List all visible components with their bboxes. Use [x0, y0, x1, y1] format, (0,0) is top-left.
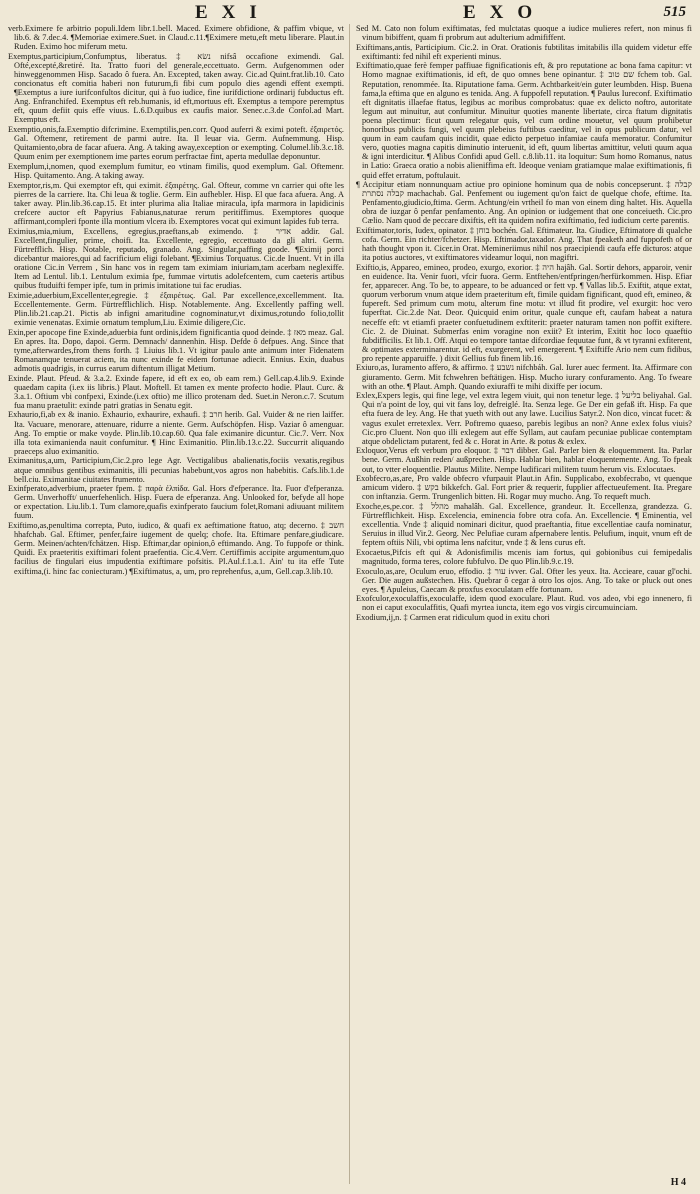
page-number: 515: [663, 4, 686, 20]
dictionary-entry: Eximie,aduerbium,Excellenter,egregie. ‡ ἐξαιρέτως. Gal. Par excellence,excellemment. Ita. Eccellentemente. Germ. Fürtrefflichlich. Hisp. Notablemente. Ang. Excellently paffing well. Plin.lib.21.cap.21. Pictis ab infigni amaritudine cognominatur,vt diximus,rotundo folio,tollit eximie venenatas. Eximie ornatum templum,Liu. Eximie diligere,Cic.: [8, 290, 344, 327]
dictionary-entry: Exinde. Plaut. Pfeud. & 3.a.2. Exinde fapere, id eft ex eo, ob eam rem.) Gell.cap.4.lib.9. Exinde quaedam capita (i.ex iis libris.) Plaut. Moftell. Et tamen ex mente profecto hodie. Plaut. Curc. & 3.a.1. Oftium vbi confpexi, Exinde.(i.ex oftio) me illico protenam ded. Suet.in Neron.c.7. Scutum fua manu praetulit: exinde patri gratias in Senatu egit.: [8, 373, 344, 410]
dictionary-entry: Exemptio,onis,fa.Exemptio difcrimine. Exemptilis,pen.corr. Quod auferri & eximi poteft. ἐξαιρετός. Gal. Oftemenr, retirement de parmi autre. Ita. Il leuar via. Germ. Aufnemmung. Hisp. Quitamiento,obra de facar afuera. Ang. A taking away,exception or exempting. Columel.lib.3.c.18. Quum enim per exemptionem ime partes eorum perfractae fint, aperta medullae deponuntur.: [8, 125, 344, 162]
dictionary-entry: Exlex,Expers legis, qui fine lege, vel extra legem viuit, qui non tenetur lege. ‡ בליעל beliyahal. Gal. Qui n'a point de loy, qui vit fans loy, defreiglé. Ita. Senza lege. Ge Der ein gefaß ift. Hisp. Fa que efta fuera de ley. Ang. He that yueth with out any lawe. Lucilius Satyr.2. Non dico, vincat fucet: & vagus exulet erretexlex. Verr. Poftremo quaeso, parebis legibus an non? Anne exlex folus viuis? Cic.pro Cluent. Non quo illi exlegem aut effe Syllam, aut caufam pecuniae publicae contemptam atque obdelictam putarent, fed & c. Horat in Arte. & potus & exlex.: [356, 391, 692, 446]
dictionary-entry: Exiuro,as, Iuramento affero, & affirmo. ‡ נשבע nifchbáh. Gal. Iurer auec ferment. Ita. Affirmare con giuramento. Germ. Mit fchwehren beftätigen. Hisp. Mucho iurary confuramento. Ang. To fweare with an othe. ¶ Plaut. Amph. Quando exiuraffi te mihi dixiffe per iocum.: [356, 363, 692, 391]
dictionary-entry: Exobfecro,as,are, Pro valde obfecro vfurpauit Plaut.in Afin. Supplicabo, exobfecrabo, vt quenque amicum videro. ‡ בקש bikkefch. Gal. Fort prier & requerir, fupplier affectueufement. Ita. Pregare con inftanzia. Germ. Trungenlich bitten. Hi. Rogar muy mucho. Ang. To requeft much.: [356, 474, 692, 502]
dictionary-entry: Exoculo,as,are, Oculum eruo, effodio. ‡ עור ivver. Gal. Ofter les yeux. Ita. Accieare, cauar gl'ochi. Ger. Die augen außstechen. His. Quebrar ô cegar à otro los ojos. Ang. To take or pluck out ones eyes. ¶ Apuleius, Caecam & proxfus exoculatam effe fortunam.: [356, 566, 692, 594]
dictionary-entry: Exemptor,ris,m. Qui exemptor eft, qui eximit. ἐξαιρέτης. Gal. Ofteur, comme vn carrier qui ofte les pierres de la carriere. Ita. Chi leua & toglie. Germ. Ein aufhebler. Hisp. El que faca afuera. Ang. A taker away. Plin.lib.36.cap.15. Et inter plurima alia Italiae miracula, ipfa marmora in lapidicinis crefcere auctor eft Papyrius Fabianus,naturae rerum peritiffimus. Exemptores quoque affirmant,compleri fponte illa montium vlcera ib. Exemptores vocat qui eximunt lapides fub terra.: [8, 180, 344, 226]
dictionary-entry: Exofculor,exoculaffis,exoculaffe, idem quod exoculare. Plaut. Rud. vos adeo, vbi ego innenero, fi non ei caput exoculaffitis, Quafi myrtea iuncta, item ego vos virgis circumuinciam.: [356, 594, 692, 613]
dictionary-entry: Sed M. Cato non folum exiftimatas, fed mulctatas quoque a iudice mulieres refert, non minus fi vinum bibiffent, quam fi probrum aut adulterium admififfent.: [356, 24, 692, 43]
dictionary-entry: ¶ Accipitur etiam nonnunquam actiue pro opinione hominum qua de nobis concepserunt. ‡ קבלה קבלה נסתרת machachab. Gal. Penfement ou iugement qu'on faict de quelque chofe, eftime. Ita. Penfamento,giudicio,ftima. Germ. Achtung/ein vrtheil fo man von einem ding haltet. His. Aquella obra de iuzgar ô penfar penfamento. Ang. An opinion or iudgement that one conceiueth. Cic.pro Cælio. Nam quod de peccare dixiftis, eft ita quidem nofira exiftimatio, fed iudicium certe parentis.: [356, 180, 692, 226]
dictionary-entry: Exodium,ij,n. ‡ Carmen erat ridiculum quod in exitu chori: [356, 613, 550, 622]
header-right-guideword: EXO: [463, 2, 547, 23]
catchword: H 4: [670, 1177, 686, 1188]
dictionary-entry: Eximanitus,a,um, Participium,Cic.2.pro lege Agr. Vectigalibus abalienatis,fociis vexatis,regibus atque omnibus gentibus eximanitis, illi pecunias habebunt,vos agros non habebitis. Cafs.lib.1.de bell.ciu. Eximanitae ciuitates frumento.: [8, 456, 344, 484]
dictionary-entry: Exinfperato,adverbium, praeter fpem. ‡ παρὰ ἐλπίδα. Gal. Hors d'efperance. Ita. Fuor d'efperanza. Germ. Unverhofft/ unuerfehenlich. Hisp. Fuera de efperanza. Ang. Unlooked for, befyde all hope or expectation. Liu.lib.1. Tum clamore,quafis exinfperato faucium folet,Romani adiuuant militem fuum.: [8, 484, 344, 521]
dictionary-entry: Exiftimo,as,penultima correpta, Puto, iudico, & quafi ex aeftimatione ftatuo, atq; decerno. ‡ חשב hhafchab. Gal. Eftimer, penfer,faire iugement de quelq; chofe. Ita. Eftimare penfare,giudicare. Germ. Meinen/achten/fchätzen. Hisp. Eftimar,dar opinion,ô eftimando. Ang. To fuppofe or think. Quidi. Ex praeteritis exiftimari folent praefentia. Cic.4.Verr. Certiffimis accipite argumentum,quo facilius de fingulari eius impudentia exiftimare pofsitis. Pl.Aul.f.1.a.1. Ain' tu ita effe Tute exiftima,(i. hinc fac coniecturam.) ¶Exiftimatus, a, um, pro reprehenfus, a,um, Gell.cap.3.lib.10.: [8, 521, 344, 576]
running-header: [0, 2, 700, 26]
column-divider: [349, 24, 350, 1184]
dictionary-entry: Exiftimator,toris, Iudex, opinator. ‡ בוחן bochén. Gal. Eftimateur. Ita. Giudice, Eftimatore di qualche cofa. Germ. Ein richter/fchetzer. Hisp. Eftimador,taxador. Ang. That fpeaketh and fuppofeth of or hath thought vpon it. Cicer.in Orat. Memineriimus nihil nos praecipiendi caufa effe dicturos: atque ita potius auctores, vt exiftimatores videamur loqui, non magiftri.: [356, 226, 692, 263]
header-left-guideword: EXI: [195, 2, 271, 23]
dictionary-entry: Exiftimans,antis, Participium. Cic.2. in Orat. Orationis fubtilitas imitabilis illa quidem videtur effe exiftimanti: fed nihil eft experienti minus.: [356, 42, 692, 61]
dictionary-entry: Exloquor,Verus eft verbum pro eloquor. ‡ דבר dibber. Gal. Parler bien & eloquemment. Ita. Parlar bene. Germ. Außhin reden/ außprechen. Hisp. Hablar bien, hablar eloquentemente. Ang. To fpeak out, to vtter eloquentlie. Plautus Milite. Nempe ludificari militem tuum herum vis. Exlocutaes.: [356, 446, 692, 474]
dictionary-entry: Exhaurio,fi,ab ex & inanio. Exhaurio, exhaurire, exhaufi. ‡ חרב herib. Gal. Vuider & ne rien laiffer. Ita. Vacuare, menorare, attenuare, ridurre a niente. Germ. Aufschöpfen. Hisp. Vaziar ô amenguar. Ang. To emptie or make voyde. Plin.lib.10.cap.60. Qua fale eximanire dicuntur. Cic.7. Verr. Nox illa tota eximanienda nauit confumitur. ¶ Hinc Eximanitio. Plin.lib.13.c.22. Succurrit aliquando praeceps aluo eximanitio.: [8, 410, 344, 456]
dictionary-entry: Exemptus,participium,Confumptus, liberatus. ‡ נשׂא nifsâ occafione eximendi. Gal. Ofté,excepté,&retiré. Ita. Tratto fuori del generale,eccettuato. Germ. Aufgenommen oder hinweggenommen Hisp. Sacado ô fuera. An. Excepted, taken away. Cic.ad Quint.frat.lib.10. Cato concionatus eft comitia haberi non futurum,fi fibi cum populo dies agendi effent exempti. ¶Exemptus a iure iurifconfultos dicitur, qui à fuo iudice, fine iurifdictione ordinarij fubductus eft. Ang. Enfranchifed. Exemptus eft reb.humanis, id eft,mortuus eft. Exemptus a tempore peremptus eft, quum defiit quis effe viuus. L.6.D.quibus ex caufis maior. Senec.c.3.de Confol.ad Mart. Exemptus eft.: [8, 51, 344, 125]
dictionary-entry: Exemplum,i,nomen, quod exemplum fumitur, eo vtinam fimilis, quod exemplum. Gal. Oftemenr. Hisp. Quitamento. Ang. A taking away.: [8, 161, 344, 180]
dictionary-entry: Eximius,mia,mium, Excellens, egregius,praeftans,ab eximendo. ‡ אדיר addir. Gal. Excellent,fingulier, prime, choifi. Ita. Excellente, egregio, eccettuato da gli altri. Germ. Fürtrefflich. Hisp. Notable, reputado, granado. Ang. Singular,paffing goode. ¶Eximij porci dicebantur maiores,qui ad facrificium eligi folebant. ¶Eximius Torquatus. Cic.de Inuent. Vt in illa oratione Cic.in Verrem , Sin hanc vos in regem tam eximiam iniuriam,tam acerbam neglexiffe. Item ad Lentul. lib.1. Lentulum eximia fpe, fummae virtutis adolefcentem, cum caeteris artibus quibus ftuduifti femper ipfe, tum in primis imitatione tui fac erudias.: [8, 226, 344, 291]
left-column: [8, 24, 344, 1184]
right-column: [356, 24, 692, 1184]
dictionary-entry: Exiftio,is, Appareo, emineo, prodeo, exurgo, exorior. ‡ היה hajâh. Gal. Sortir dehors, apparoir, venir en euidence. Ita. Venir fuori, vfcir fuora. Germ. Entftehen/entfpringen/herfürkommen. Hisp. Efiar fer, apparecer. Ang. To be, to appeare, to be aduanced or fett vp. ¶ Vallas lib.5. Exiftit, atque extat, quorum verborum vnum atque idem praeteritum eft, fimile quidam fignificant, quod eft, emineo, & fupereft. Sed primum cum motu, alterum fine motu: vt illud fit prodire, vel exurgit: hoc vero fuperftat. Cic.2.de Nat. Deor. Quicquid enim oritur, quale cunque eft, caufam habeat a natura neceffe eft: vt etiamfi praeter confuetudinem exftiterit: praeter naturam tamen non poffit exiftere. Cic. 2. de Diuinat. Submerfas enim voragine non exiit? Et interim, Exitit hoc loco quaeftio fubdifficilis. Et lib.1. Off. Atqui eo tempore tantae difcordiae fequutae funt, & vt tyranni exfiterent, & optimates exterminarentur. id eft, exurgerent, vel emergerent. ¶ Exiftiffe Ario nem cum fidibus, pro repente apparuiffe. ) dixit Gellius fub finem lib.16.: [356, 262, 692, 363]
dictionary-entry: Exiftimatio,quae ferè femper paffiuae fignificationis eft, & pro reputatione ac bona fama capitur: vt Homo magnae exiftimationis, id eft, de quo omnes bene opinantur. ‡ שם טוב fchem tob. Gal. Reputation, renommée. Ita. Riputatione fama. Germ. Achtbarkeit/ein guter leumbden. Hisp. Buena fama,la eftima que en alguno es tenida. Ang. A fuppofell reputation. ¶ Paulus Iureconf. Exiftimatio eft dignitatis illaefae ftatus, legibus ac moribus comprobatus: quae ex delicto noftro, autoritate legum aut minuitur, aut confumitur. Minuitur quoties manente libertate, circa ftatum dignitatis poena plectimur: ficut quum relegatur quis, vel cum ordine mouetur, vel quum prohibetur honoribus publicis fungi, vel quum plebeius fuftibus caeditur, vel in opus publicum datur, vel quum in eam caufam quis incidit, quae edicto perpetuo infamiae caufa memoratur. Confumitur vero, quoties magna capitis diminutio interuenit, id eft, quum libertas amittitur, veluti quum aqua & igni interdicitur. ¶ Alibus Confidi apud Gell. c.8.lib.11. ita loquitur: Sum homo Romanus, natus in Latio: Graeca oratio a nobis alieniffima eft. Ideoque veniam gratiamque malae exiftimationis, fi quid effet erratum, poftulauit.: [356, 61, 692, 180]
dictionary-entry: Exocaetus,Pifcis eft qui & Adonisfimilis mcenis iam fortus, qui gobionibus cui femipedalis magnitudo, forma teres, colore fubfulvo. De quo Plin.lib.9.c.19.: [356, 547, 692, 566]
dictionary-entry: Exoche,es,pe.cor. ‡ מהלל mahalâh. Gal. Excellence, grandeur. It. Eccellenza, grandezza. G. Fürtrefflichkeit. Hisp. Excelencia, eminencia fobre otra cofa. An. Excellencie. ¶ Eminentia, vel excellentia. Vnde ‡ aliquid nominari dicitur, quod praeftantia, fitue excellentiae caufa nominatur, Seruius in illud Vir.2. Georg. Nec Pelufiae curam afpernabere lentis. Pelufium, inquit, vnum eft de feptem oftiis Nili, vbi optima lens nafcitur, vnde ‡ & lens curus eft.: [356, 501, 692, 548]
dictionary-entry: Exin,per apocope fine Exinde,aduerbia funt ordinis,idem fignificantia quod deinde. ‡ מאז meaz. Gal. En apres. Ita. Dopo, dapoi. Germ. Demnach/ dannenhin. Hisp. Defde ô defpues. Ang. Since that tyme,afterwardes,from thens forth. ‡ Liuius lib.1. Vt igitur paulo ante animum inter Fidenatem Romanamque tenuerat aciem, ita nunc exinde fe eidem fortunae adiecit. Ennius. Exin, duabus admotis quadrigis, in currus earum diftentum illigat Metium.: [8, 327, 344, 373]
dictionary-entry: verb.Eximere fe arbitrio populi.Idem libr.1.bell. Maced. Eximere obfidione, & paffim vbique, vt lib.6. & 7.dec.4. ¶Memoriae eximere.Suet. in Claud.c.11.¶Eximere metu,eft metu liberare. Plaut.in Ruden. Eximo hoc miferum metu.: [8, 24, 344, 52]
